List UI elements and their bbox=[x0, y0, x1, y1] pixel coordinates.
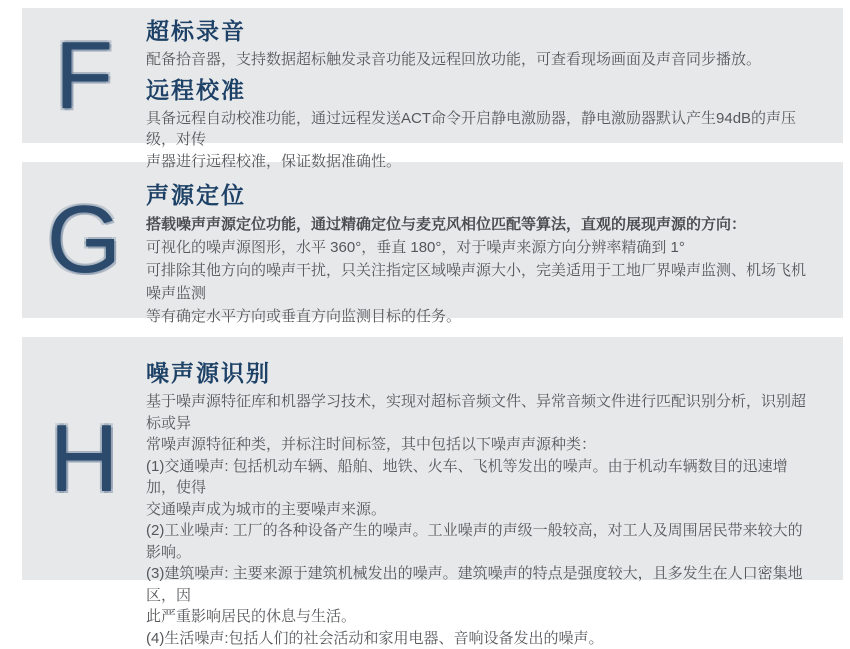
feature-letter-column bbox=[22, 337, 146, 580]
feature-letter-column bbox=[22, 8, 146, 143]
feature-card-g bbox=[22, 162, 843, 318]
text-line: 等有确定水平方向或垂直方向监测目标的任务。 bbox=[146, 305, 815, 328]
text-line: (4)生活噪声:包括人们的社会活动和家用电器、音响设备发出的噪声。 bbox=[146, 628, 815, 649]
text-line-bold: 搭载噪声声源定位功能，通过精确定位与麦克风相位匹配等算法，直观的展现声源的方向： bbox=[146, 213, 815, 236]
text-line: 常噪声源特征种类，并标注时间标签，其中包括以下噪声声源种类： bbox=[146, 434, 815, 456]
feature-content bbox=[146, 337, 843, 580]
feature-heading-sound-source-localization: 声源定位 bbox=[146, 181, 815, 210]
feature-heading-overlimit-recording: 超标录音 bbox=[146, 17, 815, 46]
text-line: (2)工业噪声: 工厂的各种设备产生的噪声。工业噪声的声级一般较高，对工人及周围居民带来较大的影响。 bbox=[146, 520, 815, 563]
text-line: 配备拾音器，支持数据超标触发录音功能及远程回放功能，可查看现场画面及声音同步播放。 bbox=[146, 49, 815, 71]
text-line: 具备远程自动校准功能，通过远程发送ACT命令开启静电激励器，静电激励器默认产生94dB的声压级，对传 bbox=[146, 108, 815, 151]
text-line: 基于噪声源特征库和机器学习技术，实现对超标音频文件、异常音频文件进行匹配识别分析，识别超标或异 bbox=[146, 391, 815, 434]
feature-heading-remote-calibration: 远程校准 bbox=[146, 76, 815, 105]
feature-card-h bbox=[22, 337, 843, 580]
text-line: 可视化的噪声源图形，水平 360°，垂直 180°，对于噪声来源方向分辨率精确到 1° bbox=[146, 236, 815, 259]
feature-letter-h: H bbox=[49, 411, 118, 507]
text-line: 交通噪声成为城市的主要噪声来源。 bbox=[146, 499, 815, 521]
feature-letter-f: F bbox=[55, 28, 114, 124]
feature-paragraph bbox=[146, 391, 815, 649]
text-line: 声器进行远程校准，保证数据准确性。 bbox=[146, 151, 815, 173]
feature-content bbox=[146, 8, 843, 143]
feature-paragraph bbox=[146, 49, 815, 71]
text-line: 此严重影响居民的休息与生活。 bbox=[146, 606, 815, 628]
text-line: (1)交通噪声: 包括机动车辆、船舶、地铁、火车、飞机等发出的噪声。由于机动车辆数目的迅速增加，使得 bbox=[146, 456, 815, 499]
text-line: 可排除其他方向的噪声干扰，只关注指定区域噪声源大小，完美适用于工地厂界噪声监测、机场飞机噪声监测 bbox=[146, 259, 815, 305]
feature-letter-g: G bbox=[47, 192, 122, 288]
feature-card-f bbox=[22, 8, 843, 143]
feature-letter-column bbox=[22, 162, 146, 318]
feature-content bbox=[146, 162, 843, 318]
feature-paragraph bbox=[146, 213, 815, 328]
text-line: (3)建筑噪声: 主要来源于建筑机械发出的噪声。建筑噪声的特点是强度较大，且多发生在人口密集地区，因 bbox=[146, 563, 815, 606]
feature-heading-noise-source-identification: 噪声源识别 bbox=[146, 359, 815, 388]
